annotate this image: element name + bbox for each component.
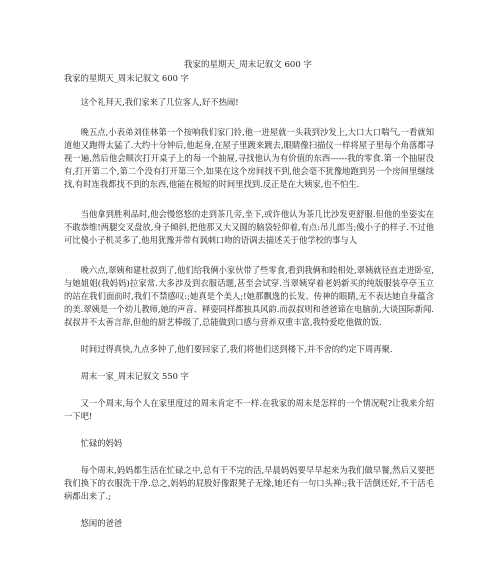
paragraph-part2-intro: 又一个周末,每个人在家里度过的周末肯定不一样.在我家的周末是怎样的一个情况呢?让我来介绍一下吧! [64,398,434,421]
paragraph-busy-mom: 每个周末,妈妈都生活在忙碌之中,总有干不完的活,早晨妈妈要早早起来为我们做早餐,然后又要把我们换下的衣服洗干净.总之,妈妈的屁股好像跟凳子无缘,她还有一句口头禅:;我干活倒还好,不干活毛病都出来了.; [64,465,434,501]
paragraph-cousin-arrives: 晚五点,小表弟刘佳林第一个按响我们家门铃,他一进屋就一头栽到沙发上,大口大口喘气,一看就知道他又跑得太猛了.大约十分钟后,他起身,在屋子里踱来踱去,眼睛像扫描仪一样将屋子里每个角落都寻视一遍,然后他会顺次打开桌子上的每一个抽屉,寻找他认为有价值的东西------我的零食.第一个抽屉没有,打开第二个,第二个没有打开第三个,如果在这个房间找不到,他会毫不犹豫地跑到另一个房间里继续找,有时连我都找不到的东西,他能在极短的时间里找到.反正是在大姨家,也不怕生. [64,127,434,189]
document-title: 我家的星期天_周末记叙文 600 字 [184,60,312,70]
part2-title: 周末一家_周末记叙文 550 字 [80,371,189,381]
section-leisure-dad-title: 悠闲的爸爸 [80,518,123,528]
paragraph-aunt-uncle: 晚六点,翠姨和建杜叔到了,他们给我俩小家伙带了些零食,看到我俩和睦相处,翠姨就径直走进卧室,与她姐姐(我妈妈)拉家常.大多涉及到衣服话题,甚至会试穿.当翠姨穿着老妈新买的纯版服装亭亭玉立的站在我们面前时,我们不禁感叹:;她真是个美人;!她那飘逸的长发、传神的眼睛,无不表达她自身蕴含的美.翠姨是一个幼儿教师,她的声音、释姿同样都独具风韵.而叔叔则和爸爸谛在电脑前,大谈国际新闻.叔叔并不太善言辞,但他的厨艺棒级了,总能做到口感与营养双重丰富,我特爱吃他做的饭. [64,265,434,327]
paragraph-intro: 这个礼拜天,我们家来了几位客人,好不热闹! [80,97,239,107]
paragraph-cousin-sits: 当他拿到胜利品时,他会慢悠悠的走到茶几旁,坐下,或许他认为茶几比沙发更舒服.但他的坐姿实在不敢恭维!两腿交叉盘放,身子倾斜,把他那又大又圆的脑袋轻仰着,有点:吊儿郎当;傻小子的样子.不过他可比傻小子机灵多了,他用犹豫并带有讽刺口吻的语调去描述关于他学校的事与人 [64,209,434,245]
paragraph-farewell: 时间过得真快,九点多钟了,他们要回家了,我们将他们送到楼下,并不舍的约定下周再聚. [80,344,393,354]
section-busy-mom-title: 忙碌的妈妈 [80,438,123,448]
document-subtitle: 我家的星期天_周末记叙文 600 字 [64,73,189,83]
document-body [64,72,434,530]
